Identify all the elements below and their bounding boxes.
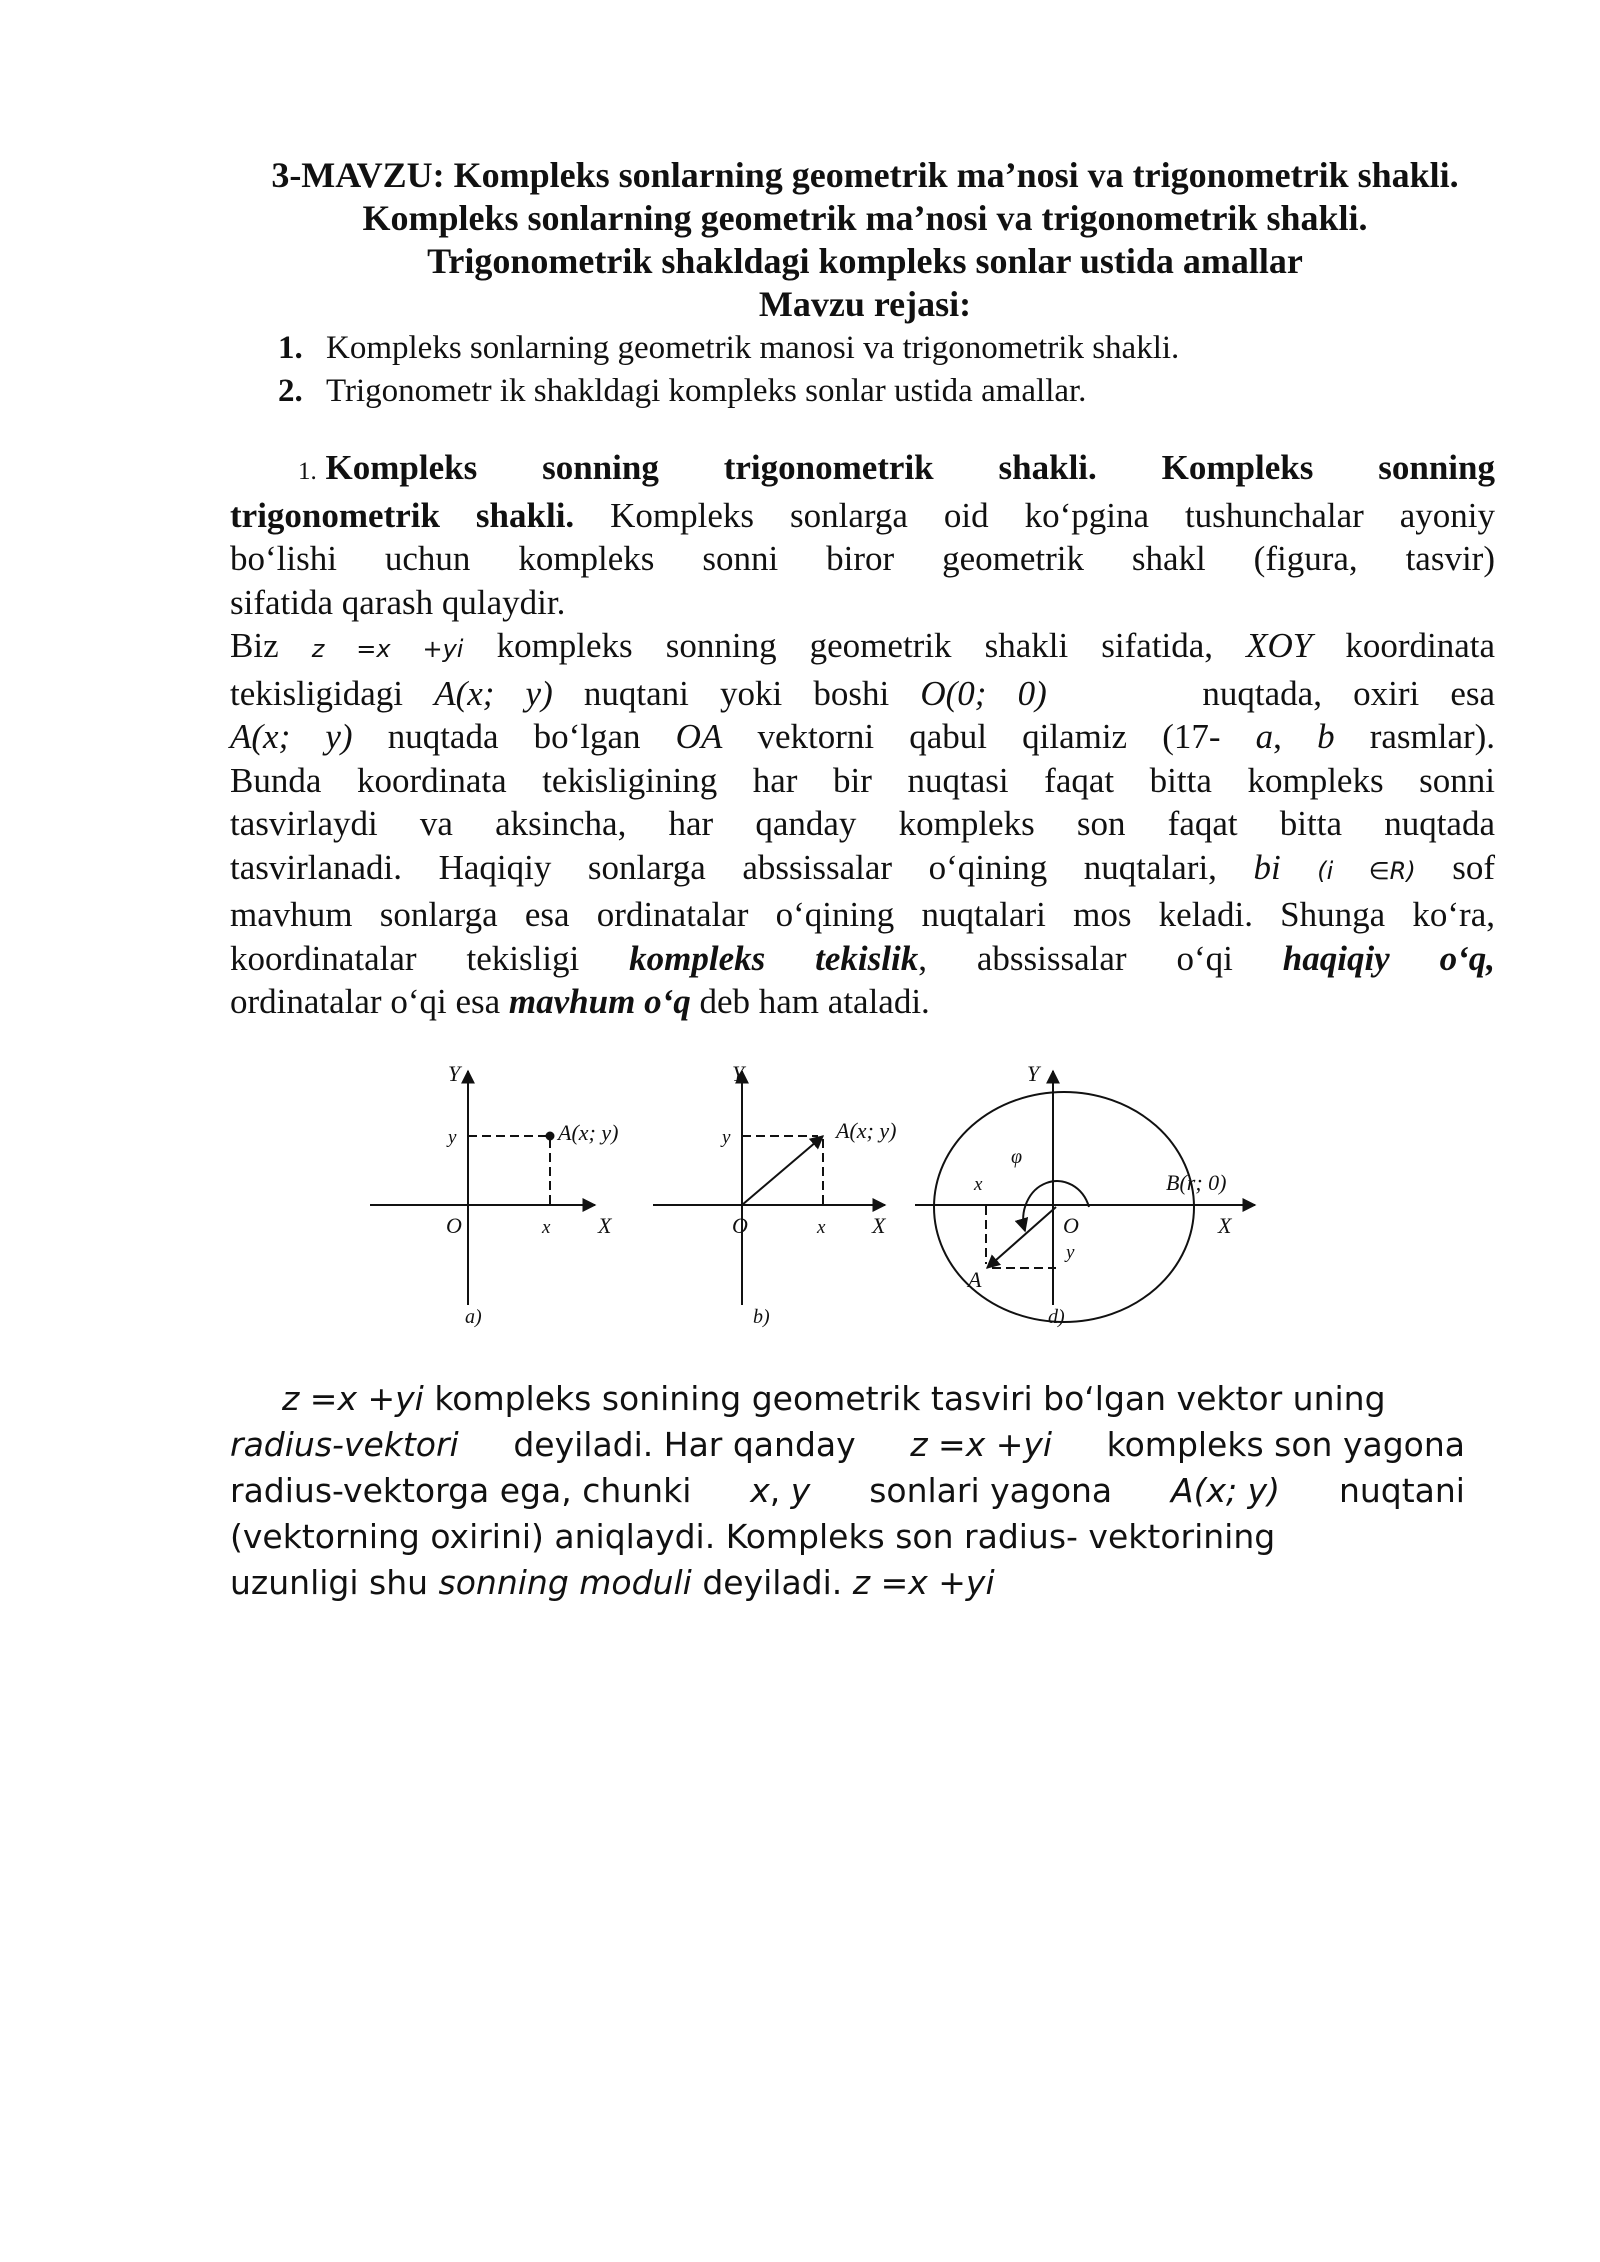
caption-a: a) — [465, 1306, 482, 1328]
text-line: bo‘lishi uchun kompleks sonni biror geometrik shakl (figura, tasvir) — [230, 539, 1495, 578]
text-line: sifatida qarash qulaydir. — [230, 582, 566, 622]
angle-arc — [1023, 1181, 1089, 1231]
section-heading-line: 1. Kompleks sonning trigonometrik shakli. Kompleks sonning — [298, 448, 1495, 487]
text-line: uzunligi shu sonning moduli deyiladi. z =x +yi — [230, 1563, 995, 1602]
x-label: x — [974, 1174, 983, 1195]
title-line-2: Kompleks sonlarning geometrik ma’nosi va trigonometrik shakli. — [362, 198, 1368, 238]
plan-item: 2. Trigonometr ik shakldagi kompleks sonlar ustida amallar. — [278, 373, 1087, 409]
y-axis-label: Y — [732, 1061, 745, 1086]
point-a — [547, 1133, 554, 1140]
point-label: A(x; y) — [836, 1118, 897, 1143]
diagram-b — [653, 1071, 885, 1305]
caption-b: b) — [753, 1306, 770, 1328]
y-label: y — [448, 1127, 457, 1148]
plan-list — [278, 327, 1498, 413]
text-line: ordinatalar o‘qi esa mavhum o‘q deb ham ataladi. — [230, 982, 930, 1021]
x-axis-label: X — [1218, 1213, 1232, 1238]
y-label: y — [1066, 1242, 1075, 1263]
point-a-label: A — [968, 1267, 982, 1292]
phi-label: φ — [1011, 1146, 1023, 1168]
diagram-a-labels — [446, 1061, 618, 1328]
text-line: Biz z =x +yi kompleks sonning geometrik shakli sifatida, XOY koordinata — [230, 626, 1496, 665]
vector-oa — [987, 1207, 1056, 1268]
title-line-4: Mavzu rejasi: — [758, 284, 972, 324]
text-line: radius-vektorga ega, chunki x, y sonlari yagona A(x; y) nuqtani — [230, 1471, 1465, 1510]
y-label: y — [722, 1127, 731, 1148]
diagram-b-labels — [720, 1061, 896, 1328]
point-b-label: B(r; 0) — [1166, 1170, 1227, 1195]
section-1-body — [230, 446, 1495, 1024]
radius-vector-paragraph — [230, 1376, 1465, 1606]
title-line-1: 3-MAVZU: Kompleks sonlarning geometrik ma’nosi va trigonometrik shakli. — [271, 155, 1459, 195]
text-line: tasvirlanadi. Haqiqiy sonlarga abssissalar o‘qining nuqtalari, bi (i ∈R) sof — [230, 847, 1496, 887]
x-axis-label: X — [872, 1213, 886, 1238]
title-line-3: Trigonometrik shakldagi kompleks sonlar ustida amallar — [427, 241, 1303, 281]
plan-item: 1. Kompleks sonlarning geometrik manosi va trigonometrik shakli. — [278, 330, 1180, 366]
text-line: trigonometrik shakli. Kompleks sonlarga oid ko‘pgina tushunchalar ayoniy — [230, 495, 1496, 535]
point-label: A(x; y) — [558, 1120, 619, 1145]
x-label: x — [817, 1217, 826, 1238]
x-label: x — [542, 1217, 551, 1238]
vector-oa — [742, 1136, 823, 1205]
text-line: A(x; y) nuqtada bo‘lgan OA vektorni qabul qilamiz (17- a, b rasmlar). — [230, 717, 1496, 756]
origin-label: O — [446, 1213, 462, 1238]
diagram-d — [915, 1071, 1255, 1322]
text-line: Bunda koordinata tekisligining har bir nuqtasi faqat bitta kompleks sonni — [230, 760, 1495, 800]
figure-complex-plane — [370, 1055, 1280, 1350]
x-axis-label: X — [598, 1213, 612, 1238]
y-axis-label: Y — [1027, 1061, 1040, 1086]
diagram-a — [370, 1071, 595, 1305]
caption-d: d) — [1048, 1306, 1065, 1328]
text-line: tasvirlaydi va aksincha, har qanday kompleks son faqat bitta nuqtada — [230, 804, 1495, 843]
text-line: mavhum sonlarga esa ordinatalar o‘qining nuqtalari mos keladi. Shunga ko‘ra, — [230, 895, 1495, 934]
page-title — [230, 154, 1500, 326]
y-axis-label: Y — [448, 1061, 461, 1086]
text-line: koordinatalar tekisligi kompleks tekislik, abssissalar o‘qi haqiqiy o‘q, — [230, 938, 1496, 978]
text-line: radius-vektori deyiladi. Har qanday z =x +yi kompleks son yagona — [230, 1425, 1465, 1464]
text-line: tekisligidagi A(x; y) nuqtani yoki boshi O(0; 0) nuqtada, oxiri esa — [230, 673, 1496, 713]
text-line: z =x +yi kompleks sonining geometrik tasviri bo‘lgan vektor uning — [282, 1379, 1386, 1418]
diagram-d-labels — [966, 1061, 1233, 1328]
origin-label: O — [1063, 1213, 1079, 1238]
origin-label: O — [732, 1213, 748, 1238]
text-line: (vektorning oxirini) aniqlaydi. Kompleks son radius- vektorining — [230, 1517, 1276, 1556]
